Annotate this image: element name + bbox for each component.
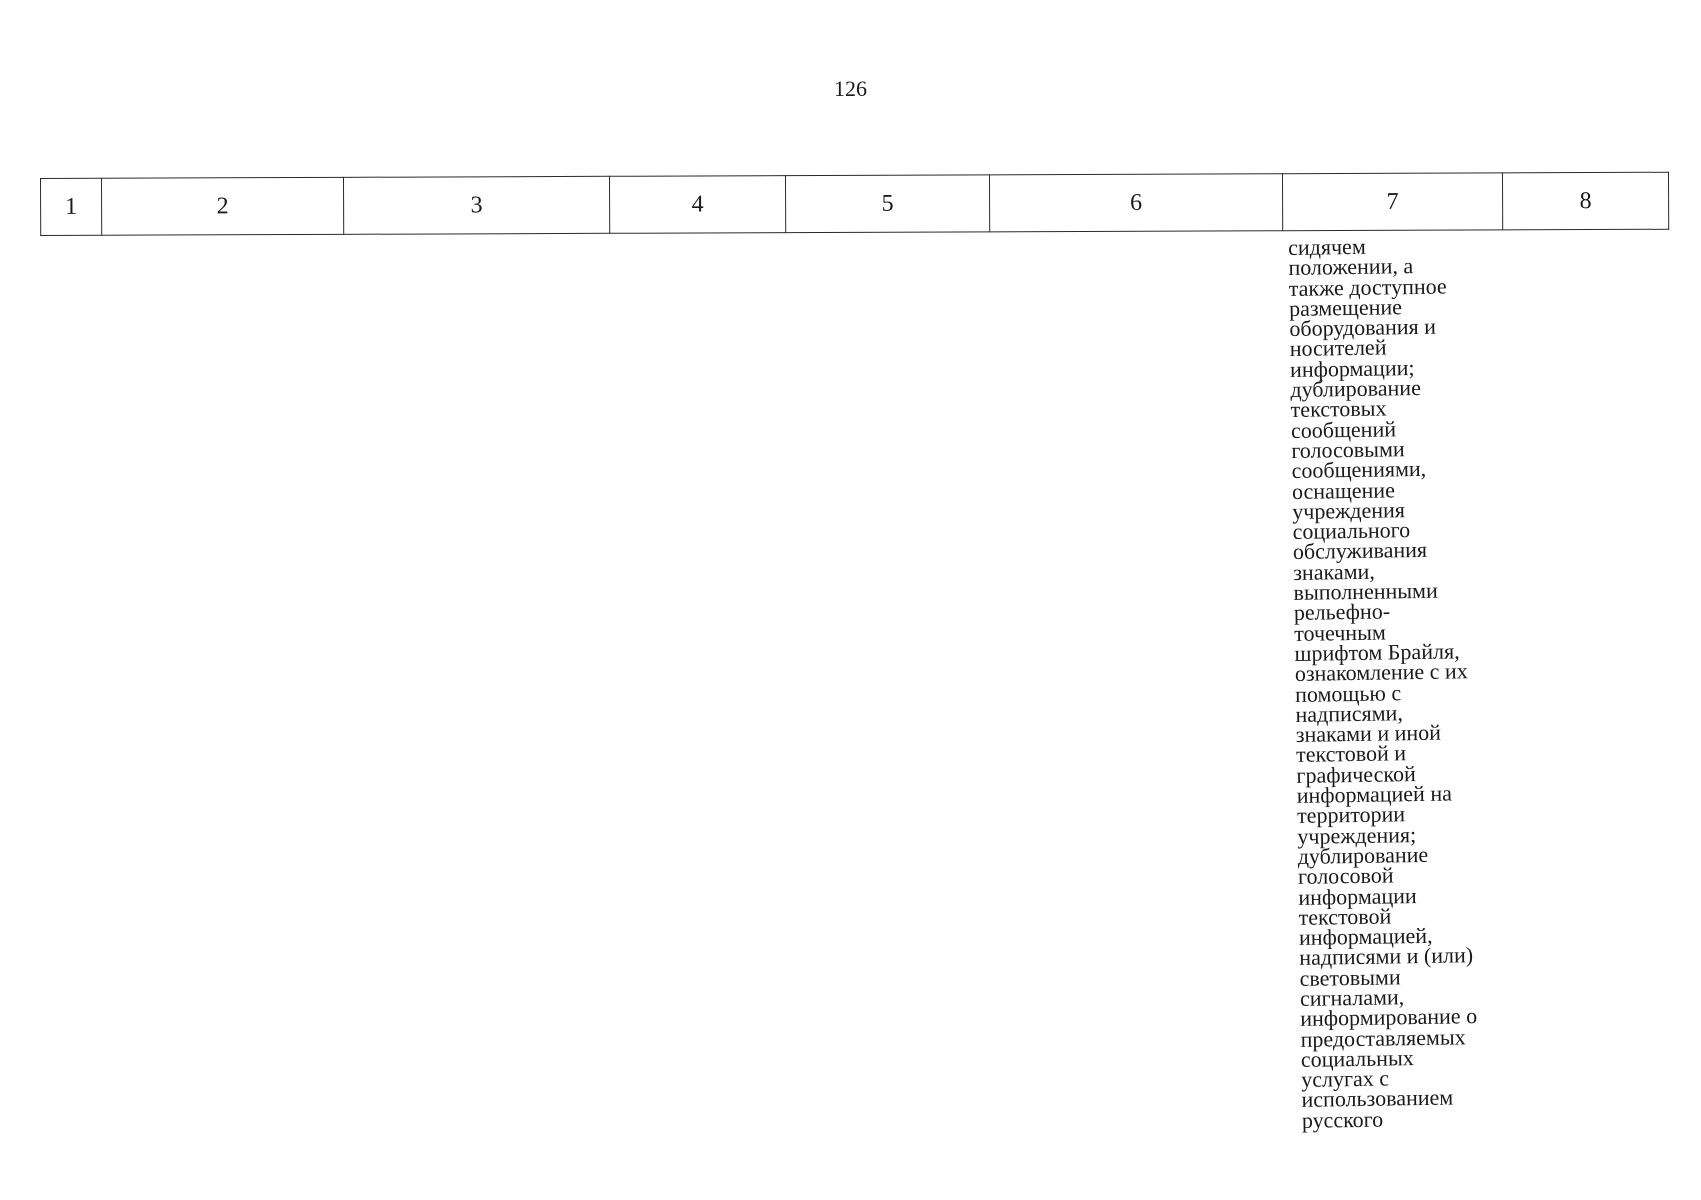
text-line: надписями, — [1295, 700, 1404, 727]
text-line: выполненными — [1293, 577, 1438, 606]
text-line: положении, а — [1288, 253, 1414, 281]
text-line: социального — [1292, 517, 1411, 545]
text-line: информацией, — [1298, 922, 1433, 951]
text-line: сообщениями, — [1291, 456, 1427, 484]
text-line: голосовыми — [1291, 436, 1405, 463]
text-line: сообщений — [1290, 416, 1397, 443]
column-header-5: 5 — [785, 175, 989, 233]
column-header-table — [40, 172, 1669, 236]
text-line: размещение — [1288, 294, 1403, 321]
column-header-7: 7 — [1282, 173, 1502, 231]
text-line: учреждения — [1292, 497, 1406, 524]
text-line: рельефно- — [1293, 598, 1391, 626]
text-line: использованием — [1301, 1084, 1454, 1113]
text-line: надписями и (или) — [1299, 942, 1474, 971]
text-line: русского — [1301, 1106, 1384, 1133]
text-line: обслуживания — [1292, 537, 1428, 565]
text-line: также доступное — [1288, 273, 1447, 301]
column-header-1: 1 — [41, 178, 102, 235]
text-line: знаками, — [1293, 558, 1375, 585]
text-line: знаками и иной — [1295, 719, 1442, 748]
page-number: 126 — [834, 76, 867, 101]
column-header-3: 3 — [343, 176, 609, 234]
text-line: помощью с — [1294, 679, 1402, 707]
header-row — [41, 172, 1669, 235]
text-line: информации; — [1289, 354, 1415, 382]
text-line: графической — [1296, 760, 1416, 788]
text-line: предоставляемых — [1300, 1023, 1466, 1052]
text-line: текстовой — [1298, 903, 1392, 930]
text-line: дублирование — [1297, 841, 1429, 869]
text-line: голосовой — [1297, 862, 1394, 890]
text-line: носителей — [1289, 334, 1387, 362]
text-line: текстовых — [1290, 395, 1387, 423]
text-line: информирование о — [1300, 1003, 1478, 1032]
text-line: световыми — [1299, 964, 1401, 991]
text-line: ознакомление с их — [1294, 658, 1468, 687]
text-line: учреждения; — [1297, 821, 1417, 849]
text-line: оснащение — [1291, 476, 1396, 504]
column-header-8: 8 — [1502, 172, 1668, 230]
text-line: сигналами, — [1299, 984, 1405, 1011]
text-line: шрифтом Брайля, — [1294, 638, 1460, 666]
text-line: информацией на — [1296, 780, 1453, 808]
text-line: территории — [1296, 801, 1406, 829]
text-line: текстовой и — [1295, 740, 1407, 768]
text-line: информации — [1298, 882, 1417, 910]
column-header-2: 2 — [102, 177, 344, 235]
text-line: социальных — [1300, 1045, 1414, 1072]
text-line: сидячем — [1287, 233, 1366, 260]
text-line: точечным — [1294, 619, 1386, 646]
text-line: оборудования и — [1289, 313, 1437, 342]
column-header-4: 4 — [609, 176, 785, 234]
column-header-6: 6 — [989, 174, 1282, 232]
column-7-text — [1288, 234, 1532, 1131]
text-line: услугах с — [1301, 1065, 1390, 1093]
text-line: дублирование — [1290, 375, 1422, 403]
